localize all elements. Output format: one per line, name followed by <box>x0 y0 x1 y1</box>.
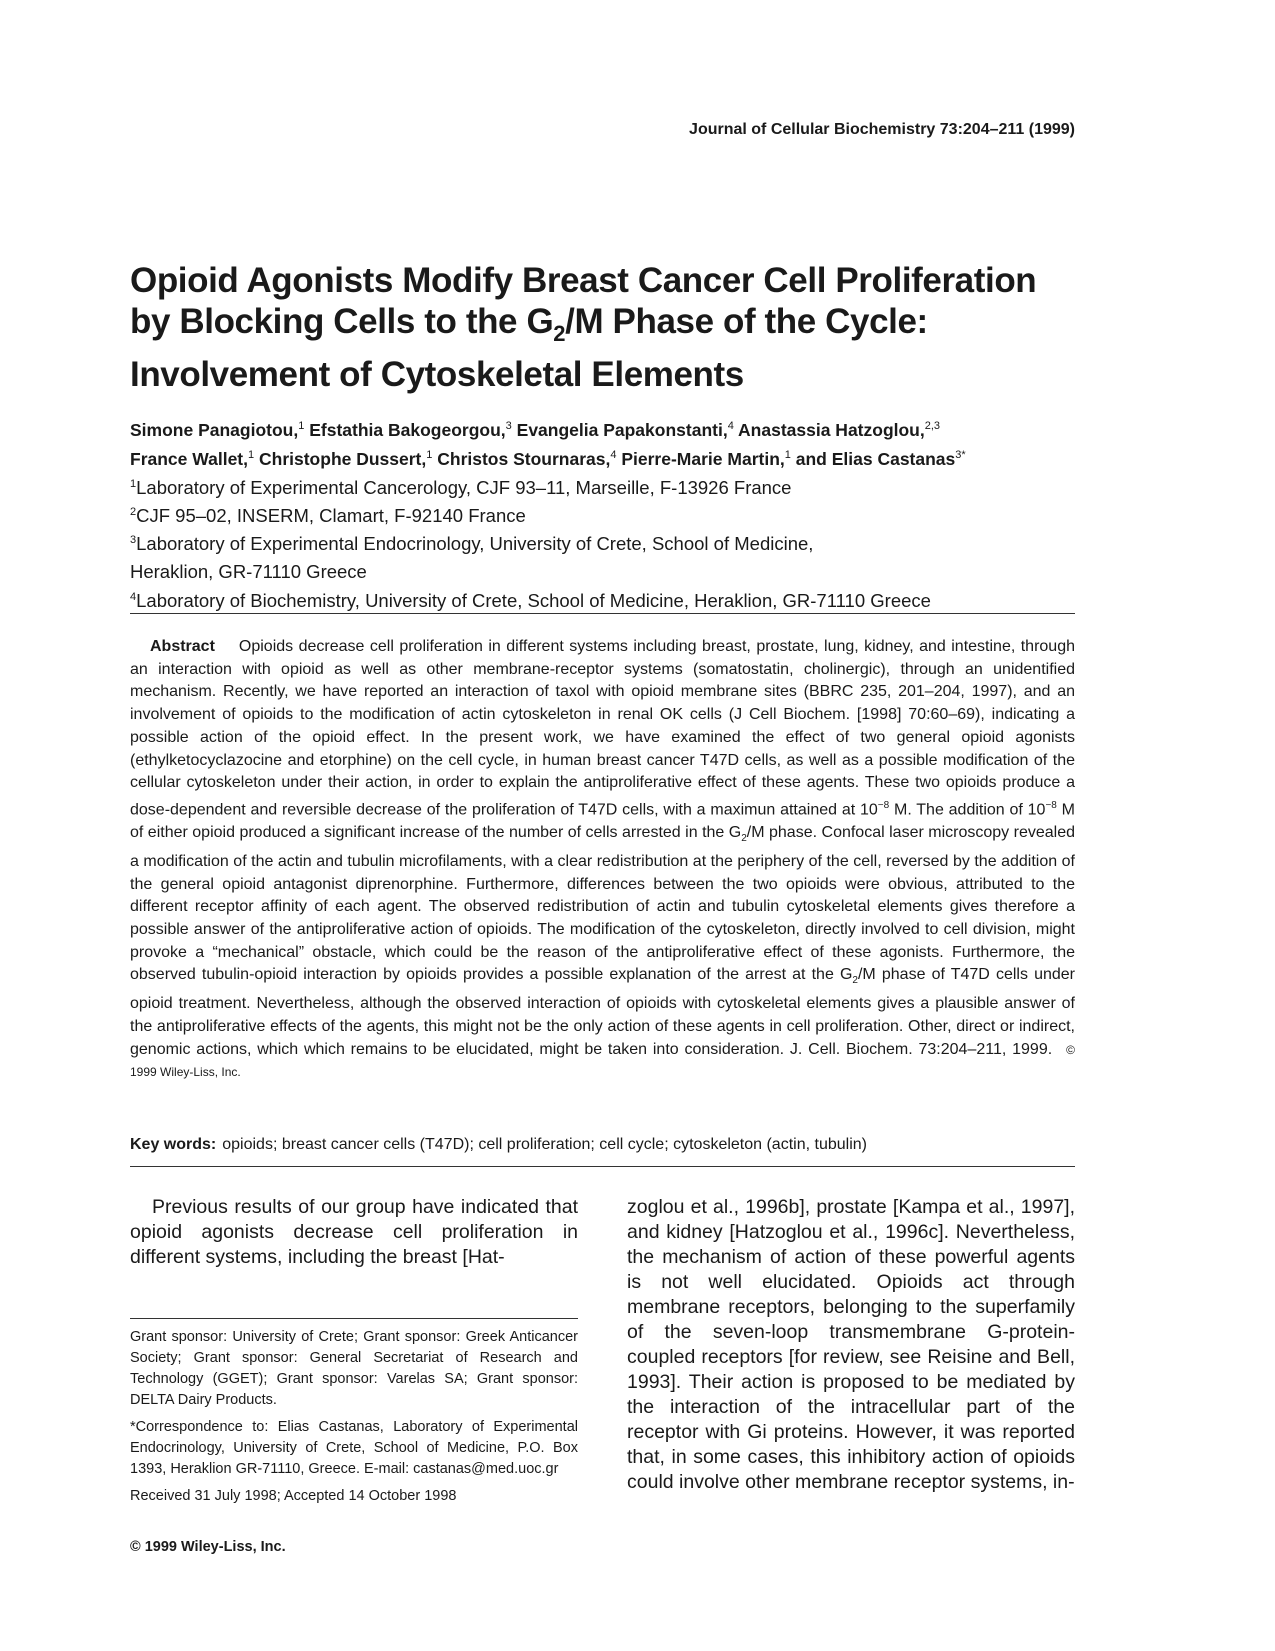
author: France Wallet,$^1$ <box>130 448 255 469</box>
author-list <box>130 414 1090 472</box>
affiliation: $^2$CJF 95–02, INSERM, Clamart, F-92140 France <box>130 505 526 527</box>
author: Pierre-Marie Martin,$^1$ <box>621 448 791 469</box>
received-footnote: Received 31 July 1998; Accepted 14 October 1998 <box>130 1488 457 1504</box>
body-left-column <box>130 1195 578 1270</box>
affiliation: $^4$Laboratory of Biochemistry, University of Crete, School of Medicine, Heraklion, GR-71110 Greece <box>130 589 931 611</box>
article-title <box>130 260 1090 395</box>
body-paragraph: Previous results of our group have indicated that opioid agonists decrease cell proliferation in different systems, including the breast [Hat- <box>130 1196 578 1268</box>
divider-top <box>130 613 1075 614</box>
title-line-3: Involvement of Cytoskeletal Elements <box>130 355 744 394</box>
affiliation-list <box>130 472 1090 613</box>
author: Efstathia Bakogeorgou,$^3$ <box>309 419 512 440</box>
affiliation: $^1$Laboratory of Experimental Cancerology, CJF 93–11, Marseille, F-13926 France <box>130 477 792 499</box>
title-line-2: by Blocking Cells to the $G_2/M$ Phase of the Cycle: <box>130 302 928 346</box>
author: and Elias Castanas$^{3*}$ <box>795 448 966 469</box>
journal-citation: Journal of Cellular Biochemistry 73:204–211 (1999) <box>689 121 1075 138</box>
author: Simone Panagiotou,$^1$ <box>130 419 305 440</box>
author: Evangelia Papakonstanti,$^4$ <box>516 419 734 440</box>
correspondence-footnote: *Correspondence to: Elias Castanas, Laboratory of Experimental Endocrinology, University of Crete, School of Medicine, P.O. Box 1393, Heraklion GR-71110, Greece. E-mail: castanas@med.uoc.gr <box>130 1419 578 1477</box>
title-line-1: Opioid Agonists Modify Breast Cancer Cell Proliferation <box>130 261 1037 300</box>
keywords: Key words: opioids; breast cancer cells (T47D); cell proliferation; cell cycle; cytoskeleton (actin, tubulin) <box>130 1136 867 1153</box>
body-right-column <box>627 1195 1075 1495</box>
grant-footnote: Grant sponsor: University of Crete; Grant sponsor: Greek Anticancer Society; Grant sponsor: General Secretariat of Research and Technology (GGET); Grant sponsor: Varelas SA; Grant sponsor: DELTA Dairy Products. <box>130 1329 578 1408</box>
divider-bottom <box>130 1166 1075 1167</box>
publisher-copyright: © 1999 Wiley-Liss, Inc. <box>130 1539 286 1555</box>
abstract-label: Abstract <box>150 638 215 655</box>
abstract: Abstract Opioids decrease cell proliferation in different systems including breast, prostate, lung, kidney, and intestine, through an interaction with opioid as well as other membrane-receptor systems (somatostatin, cholinergic), through an unidentified mechanism. Recently, we have reported an interaction of taxol with opioid membrane sites (BBRC 235, 201–204, 1997), and an involvement of opioids to the modification of actin cytoskeleton in renal OK cells (J Cell Biochem. [1998] 70:60–69), indicating a possible action of the opioid effect. In the present work, we have examined the effect of two general opioid agonists (ethylketocyclazocine and etorphine) on the cell cycle, in human breast cancer T47D cells, as well as a possible modification of the cellular cytoskeleton under their action, in order to explain the antiproliferative effect of these agents. These two opioids produce a dose-dependent and reversible decrease of the proliferation of T47D cells, with a maximun attained at $10^{-8}$ M. The addition of $10^{-8}$ M of either opioid produced a significant increase of the number of cells arrested in the $G_2/M$ phase. Confocal laser microscopy revealed a modification of the actin and tubulin microfilaments, with a clear redistribution at the periphery of the cell, reversed by the addition of the general opioid antagonist diprenorphine. Furthermore, differences between the two opioids were obvious, attributed to the different receptor affinity of each agent. The observed redistribution of actin and tubulin cytoskeletal elements gives therefore a possible answer of the antiproliferative action of opioids. The modification of the cytoskeleton, directly involved to cell division, might provoke a “mechanical” obstacle, which could be the reason of the antiproliferative effect of these agonists. Furthermore, the observed tubulin-opioid interaction by opioids provides a possible explanation of the arrest at the $G_2/M$ phase of T47D cells under opioid treatment. Nevertheless, although the observed interaction of opioids with cytoskeletal elements gives a plausible answer of the antiproliferative effects of the agents, this might not be the only action of these agents in cell proliferation. Other, direct or indirect, genomic actions, which which remains to be elucidated, might be taken into consideration. J. Cell. Biochem. 73:204–211, 1999. © 1999 Wiley-Liss, Inc. <box>130 638 1076 1080</box>
affiliation: Heraklion, GR-71110 Greece <box>130 561 367 583</box>
abstract-copyright: © 1999 Wiley-Liss, Inc. <box>130 1042 1075 1080</box>
footnotes <box>130 1327 578 1513</box>
keywords-label: Key words: <box>130 1136 217 1153</box>
author: Christophe Dussert,$^1$ <box>259 448 433 469</box>
body-paragraph: zoglou et al., 1996b], prostate [Kampa et al., 1997], and kidney [Hatzoglou et al., 1996c]. Nevertheless, the mechanism of action of these powerful agents is not well elucidated. Opioids act through membrane receptors, belonging to the superfamily of the seven-loop transmembrane G-protein-coupled receptors [for review, see Reisine and Bell, 1993]. Their action is proposed to be mediated by the interaction of the intracellular part of the receptor with Gi proteins. However, it was reported that, in some cases, this inhibitory action of opioids could involve other membrane receptor systems, in- <box>627 1196 1075 1493</box>
footnote-divider <box>130 1318 578 1319</box>
author: Anastassia Hatzoglou,$^{2,3}$ <box>738 419 941 440</box>
affiliation: $^3$Laboratory of Experimental Endocrinology, University of Crete, School of Medicine, <box>130 533 814 555</box>
author: Christos Stournaras,$^4$ <box>437 448 617 469</box>
